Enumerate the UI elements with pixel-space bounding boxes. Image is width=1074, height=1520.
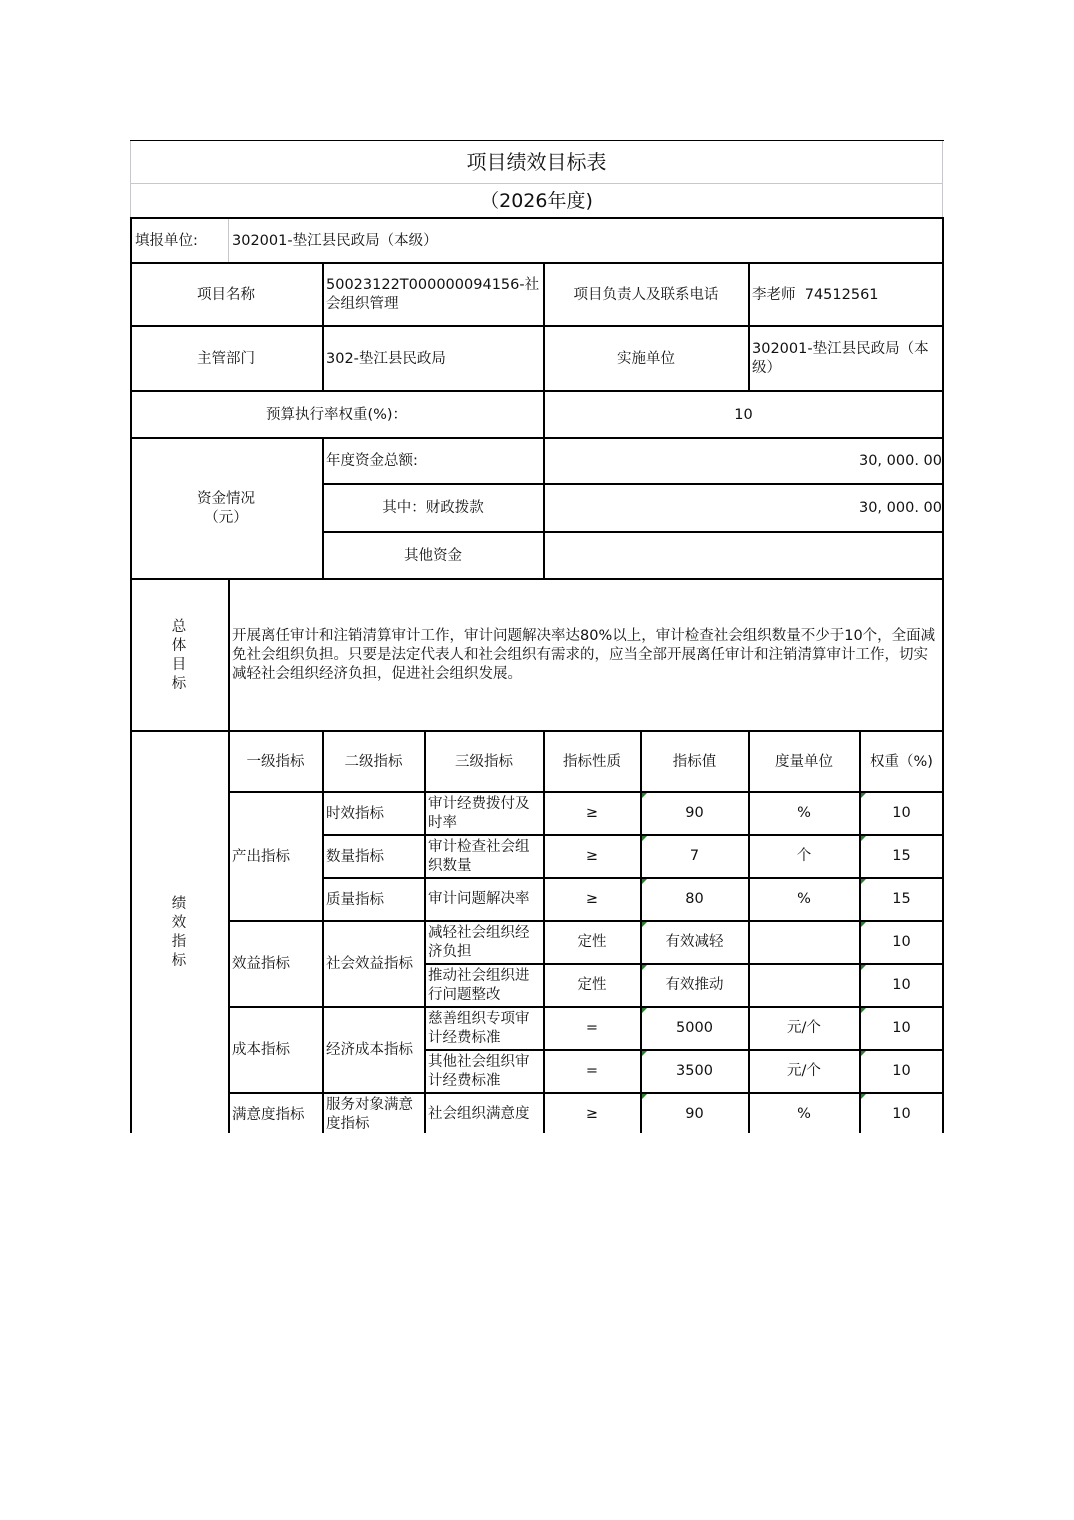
goal-label-char: 目: [171, 656, 187, 673]
level2-cell: 时效指标: [326, 805, 384, 822]
unit-cell: [749, 1008, 859, 1049]
fiscal-funds-value: 30, 000. 00: [858, 500, 942, 516]
divider: [130, 217, 944, 219]
col-header-level3: 三级指标: [455, 753, 513, 770]
divider: [322, 483, 944, 485]
value-cell-text: 90: [685, 805, 704, 821]
unit-cell: [749, 879, 859, 920]
nature-cell: [544, 836, 640, 877]
level3-cell: [425, 922, 543, 963]
unit-cell-text: 个: [796, 848, 812, 864]
impl-text: 302001-垫江县民政局（本级）: [752, 341, 929, 376]
perf-label-char: 绩: [171, 895, 187, 912]
value-cell: [641, 836, 748, 877]
level1-cell: 产出指标: [232, 848, 290, 865]
weight-cell-text: 10: [892, 1020, 911, 1036]
divider: [640, 730, 642, 1133]
divider: [130, 730, 944, 732]
unit-cell-text: %: [797, 891, 811, 907]
weight-cell: [860, 1008, 943, 1049]
sheet-year: （2026年度): [480, 189, 593, 212]
unit-cell: [749, 836, 859, 877]
weight-cell-text: 15: [892, 848, 911, 864]
unit-cell: [749, 793, 859, 834]
dept-value: 302-垫江县民政局: [326, 350, 446, 367]
weight-cell: [860, 836, 943, 877]
value-cell-text: 80: [685, 891, 704, 907]
weight-cell-text: 10: [892, 805, 911, 821]
level1-cell: 满意度指标: [232, 1106, 305, 1123]
budget-weight-value: 10: [734, 406, 753, 423]
nature-cell: [544, 1094, 640, 1135]
nature-cell: [544, 1008, 640, 1049]
value-cell: [641, 965, 748, 1006]
level1-cell: 效益指标: [232, 956, 290, 972]
unit-cell: [749, 922, 859, 963]
divider: [228, 920, 944, 922]
goal-label-char: 总: [171, 618, 187, 635]
level3-cell-text: 其他社会组织审计经费标准: [428, 1053, 530, 1089]
level3-cell: [425, 1008, 543, 1049]
fiscal-funds-label: 其中：财政拨款: [382, 500, 484, 516]
level3-cell: [425, 836, 543, 877]
divider: [130, 140, 944, 141]
overall-goal-text: [229, 580, 943, 731]
total-funds-value: 30, 000. 00: [858, 453, 942, 469]
divider: [424, 730, 426, 1133]
divider: [130, 262, 944, 264]
project-name-text: 50023122T000000094156-社会组织管理: [326, 277, 540, 312]
divider: [424, 963, 944, 965]
goal-text: 开展离任审计和注销清算审计工作，审计问题解决率达80%以上，审计检查社会组织数量不少于10个，全面减免社会组织负担。只要是法定代表人和社会组织有需求的，应当全部开展离任审计和注销清算审计工作，切实减轻社会组织经济负担，促进社会组织发展。: [232, 628, 936, 682]
weight-cell: [860, 879, 943, 920]
value-cell-text: 5000: [676, 1020, 713, 1036]
contact-label: 项目负责人及联系电话: [573, 286, 719, 303]
impl-value: [749, 327, 943, 391]
level2-text: 经济成本指标: [326, 1042, 413, 1058]
level3-cell-text: 推动社会组织进行问题整改: [428, 967, 530, 1003]
level2-cell: [323, 922, 424, 1007]
unit-cell: [749, 1051, 859, 1092]
level3-cell-text: 社会组织满意度: [428, 1106, 530, 1122]
level2-cell: 质量指标: [326, 891, 384, 908]
weight-cell: [860, 1051, 943, 1092]
divider: [228, 578, 230, 1133]
funds-label-line1: 资金情况: [197, 491, 255, 507]
col-header-weight: 权重（%): [870, 753, 933, 770]
level2-cell: [323, 1008, 424, 1093]
value-cell-text: 7: [689, 848, 700, 864]
nature-cell-text: ≥: [585, 848, 599, 864]
level3-cell: [425, 1094, 543, 1135]
col-header-unit: 度量单位: [775, 753, 833, 770]
impl-label: 实施单位: [617, 350, 675, 367]
nature-cell-text: 定性: [577, 934, 607, 950]
goal-label-char: 标: [171, 675, 187, 692]
unit-cell-text: 元/个: [787, 1063, 821, 1079]
weight-cell-text: 15: [892, 891, 911, 907]
value-cell-text: 90: [685, 1106, 704, 1122]
divider: [130, 217, 132, 1133]
nature-cell: [544, 1051, 640, 1092]
budget-weight-label: 预算执行率权重(%)：: [265, 406, 408, 423]
divider: [748, 262, 750, 392]
level3-cell-text: 减轻社会组织经济负担: [428, 924, 530, 960]
nature-cell-text: =: [585, 1063, 599, 1079]
divider: [130, 437, 944, 439]
value-cell-text: 有效推动: [665, 977, 724, 993]
level3-cell: [425, 879, 543, 920]
unit-cell-text: %: [797, 805, 811, 821]
overall-goal-label: [130, 580, 228, 731]
col-header-level2: 二级指标: [344, 753, 403, 770]
level3-cell-text: 审计问题解决率: [428, 891, 530, 907]
perf-label-char: 效: [171, 914, 187, 931]
funds-label-line2: （元）: [204, 510, 248, 526]
divider: [543, 262, 545, 579]
value-cell-text: 有效减轻: [665, 934, 724, 950]
page-cut-mask: [0, 1134, 1074, 1520]
weight-cell-text: 10: [892, 934, 911, 950]
nature-cell-text: =: [585, 1020, 599, 1036]
level2-text: 社会效益指标: [326, 956, 413, 972]
weight-cell: [860, 965, 943, 1006]
divider: [228, 219, 229, 263]
divider: [748, 730, 750, 1133]
other-funds-label: 其他资金: [404, 547, 462, 564]
weight-cell-text: 10: [892, 1106, 911, 1122]
divider: [322, 262, 324, 392]
dept-label: 主管部门: [197, 350, 255, 367]
col-header-level1: 一级指标: [246, 753, 305, 770]
col-header-nature: 指标性质: [563, 753, 621, 770]
value-cell: [641, 1051, 748, 1092]
nature-cell-text: 定性: [577, 977, 607, 993]
value-cell: [641, 1094, 748, 1135]
unit-cell: [749, 1094, 859, 1135]
nature-cell: [544, 922, 640, 963]
value-cell: [641, 879, 748, 920]
weight-cell-text: 10: [892, 1063, 911, 1079]
level3-cell: [425, 965, 543, 1006]
total-funds-label: 年度资金总额:: [326, 453, 418, 469]
project-name-label: 项目名称: [197, 286, 255, 303]
value-cell: [641, 1008, 748, 1049]
divider: [942, 217, 944, 1133]
level1-cell: 成本指标: [232, 1042, 290, 1058]
filler-label: 填报单位:: [135, 232, 198, 249]
divider: [130, 390, 944, 392]
divider: [859, 730, 861, 1133]
level3-cell: [425, 1051, 543, 1092]
col-header-value: 指标值: [672, 753, 717, 770]
nature-cell-text: ≥: [585, 805, 599, 821]
divider: [322, 730, 324, 1133]
level3-cell: [425, 793, 543, 834]
unit-cell: [749, 965, 859, 1006]
divider: [942, 140, 943, 219]
divider: [130, 183, 943, 184]
nature-cell: [544, 965, 640, 1006]
other-funds-value: [544, 533, 943, 579]
divider: [322, 531, 944, 533]
level2-cell: [323, 1094, 424, 1136]
weight-cell: [860, 1094, 943, 1135]
perf-label-char: 指: [171, 933, 187, 950]
level3-cell-text: 审计经费拨付及时率: [428, 795, 530, 831]
divider: [130, 578, 944, 580]
divider: [228, 1092, 944, 1094]
weight-cell-text: 10: [892, 977, 911, 993]
divider: [322, 834, 944, 836]
divider: [543, 730, 545, 1133]
nature-cell-text: ≥: [585, 1106, 599, 1122]
level3-cell-text: 慈善组织专项审计经费标准: [428, 1010, 530, 1046]
goal-label-char: 体: [171, 637, 187, 654]
divider: [228, 1006, 944, 1008]
nature-cell-text: ≥: [585, 891, 599, 907]
project-name-value: [323, 264, 543, 326]
unit-cell-text: 元/个: [787, 1020, 821, 1036]
sheet-title: 项目绩效目标表: [466, 149, 607, 174]
divider: [130, 325, 944, 327]
divider: [322, 437, 324, 579]
divider: [424, 1049, 944, 1051]
divider: [322, 877, 944, 879]
contact-value: 李老师 74512561: [752, 286, 879, 303]
level2-cell: 数量指标: [326, 848, 384, 865]
level3-cell-text: 审计检查社会组织数量: [428, 838, 530, 874]
performance-section-label: [130, 732, 228, 1133]
filler-value: 302001-垫江县民政局（本级）: [232, 232, 438, 249]
nature-cell: [544, 879, 640, 920]
divider: [228, 791, 944, 793]
divider: [130, 140, 131, 219]
weight-cell: [860, 922, 943, 963]
value-cell: [641, 922, 748, 963]
funds-section-label: [130, 439, 322, 579]
unit-cell-text: %: [797, 1106, 811, 1122]
weight-cell: [860, 793, 943, 834]
value-cell-text: 3500: [676, 1063, 713, 1079]
nature-cell: [544, 793, 640, 834]
level2-text: 服务对象满意度指标: [326, 1097, 413, 1132]
perf-label-char: 标: [171, 952, 187, 969]
value-cell: [641, 793, 748, 834]
